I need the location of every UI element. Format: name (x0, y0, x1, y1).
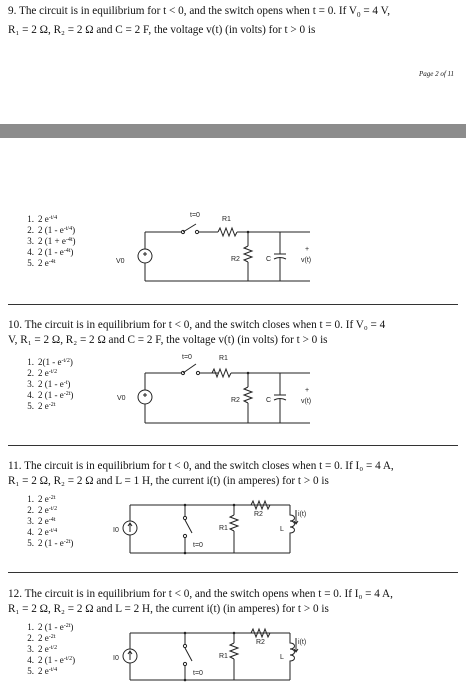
resistor-r1-icon (230, 643, 238, 659)
r1-label: R1 (219, 525, 228, 532)
source-label: I0 (113, 655, 119, 662)
choice[interactable]: 4. 2 $(1 - e^{-4t})$ (27, 247, 74, 257)
c-label: C (266, 397, 272, 404)
choice[interactable]: 3. 2 $e^{-4t}$ (27, 516, 56, 526)
output-plus: + (305, 246, 310, 253)
output-label: i(t) (298, 639, 307, 646)
choice[interactable]: 5. 2 $e^{-4t}$ (27, 258, 56, 268)
inductor-icon (290, 633, 295, 680)
switch-label: t=0 (193, 542, 203, 549)
output-label: v(t) (301, 398, 312, 405)
choice[interactable]: 5. 2 $e^{-2t}$ (27, 401, 56, 411)
switch-label: t=0 (182, 354, 192, 361)
question-12-line1: 12. The circuit is in equilibrium for t < 0, and the switch opens when t = 0. If I₀ = 4 A, (8, 588, 393, 600)
source-label: I0 (113, 527, 119, 534)
switch-label: t=0 (190, 212, 200, 219)
r2-label: R2 (256, 639, 265, 646)
c-label: C (266, 256, 272, 263)
output-label: i(t) (298, 511, 307, 518)
choice[interactable]: 2. 2 $e^{-t/2}$ (27, 505, 58, 515)
r1-label: R1 (219, 355, 228, 362)
question-11-line1: 11. The circuit is in equilibrium for t < 0, and the switch closes when t = 0. If I₀ = 4 A, (8, 460, 394, 472)
choice[interactable]: 4. 2 $(1 - e^{-2t})$ (27, 390, 74, 400)
output-plus: + (305, 387, 310, 394)
question-10-line1: 10. The circuit is in equilibrium for t < 0, and the switch closes when t = 0. If V₀ = 4 (8, 319, 386, 331)
r2-label: R2 (231, 256, 240, 263)
question-10-line2: V, R₁ = 2 Ω, R₂ = 2 Ω and C = 2 F, the voltage v(t) (in volts) for t > 0 is (8, 334, 328, 346)
choice[interactable]: 4. 2 $e^{-t/4}$ (27, 527, 58, 537)
choice[interactable]: 4. 2 $(1 - e^{-t/2})$ (27, 655, 76, 665)
question-9-line1: 9. The circuit is in equilibrium for t < 0, and the switch opens when t = 0. If $V_0 = 4$ V, (8, 5, 391, 20)
r2-label: R2 (231, 397, 240, 404)
choice[interactable]: 2. 2 $e^{-2t}$ (27, 633, 56, 643)
switch-blade-icon (185, 648, 192, 661)
r1-label: R1 (219, 653, 228, 660)
output-label: v(t) (301, 257, 312, 264)
choice[interactable]: 5. 2 $e^{-t/4}$ (27, 666, 58, 676)
page-number: Page 2 of 11 (418, 70, 454, 78)
l-label: L (280, 526, 284, 533)
question-11-line2: R₁ = 2 Ω, R₂ = 2 Ω and L = 1 H, the current i(t) (in amperes) for t > 0 is (8, 475, 329, 487)
choice[interactable]: 2. 2 $(1 - e^{-t/4})$ (27, 225, 76, 235)
switch-label: t=0 (193, 670, 203, 677)
choice[interactable]: 3. 2 $(1 - e^{-t})$ (27, 379, 71, 389)
choice[interactable]: 2. 2 $e^{-t/2}$ (27, 368, 58, 378)
question-12-line2: R₁ = 2 Ω, R₂ = 2 Ω and L = 2 H, the current i(t) (in amperes) for t > 0 is (8, 603, 329, 615)
choice[interactable]: 1. 2 $e^{-2t}$ (27, 494, 56, 504)
question-9-line2: R₁ = 2 Ω, R₂ = 2 Ω and C = 2 F, the voltage v(t) (in volts) for t > 0 is (8, 24, 316, 37)
r2-label: R2 (254, 511, 263, 518)
choice[interactable]: 5. 2 $(1 - e^{-2t})$ (27, 538, 74, 548)
choice[interactable]: 1. 2 $e^{-t/4}$ (27, 214, 58, 224)
choice[interactable]: 1. 2 $(1 - e^{-2t})$ (27, 622, 74, 632)
r1-label: R1 (222, 216, 231, 223)
source-label: V0 (117, 395, 126, 402)
choice[interactable]: 1. $2(1 - e^{-t/2})$ (27, 357, 73, 367)
source-label: V0 (116, 258, 125, 265)
choice[interactable]: 3. 2 $(1 + e^{-4t})$ (27, 236, 76, 246)
l-label: L (280, 654, 284, 661)
choice[interactable]: 3. 2 $e^{-t/2}$ (27, 644, 58, 654)
